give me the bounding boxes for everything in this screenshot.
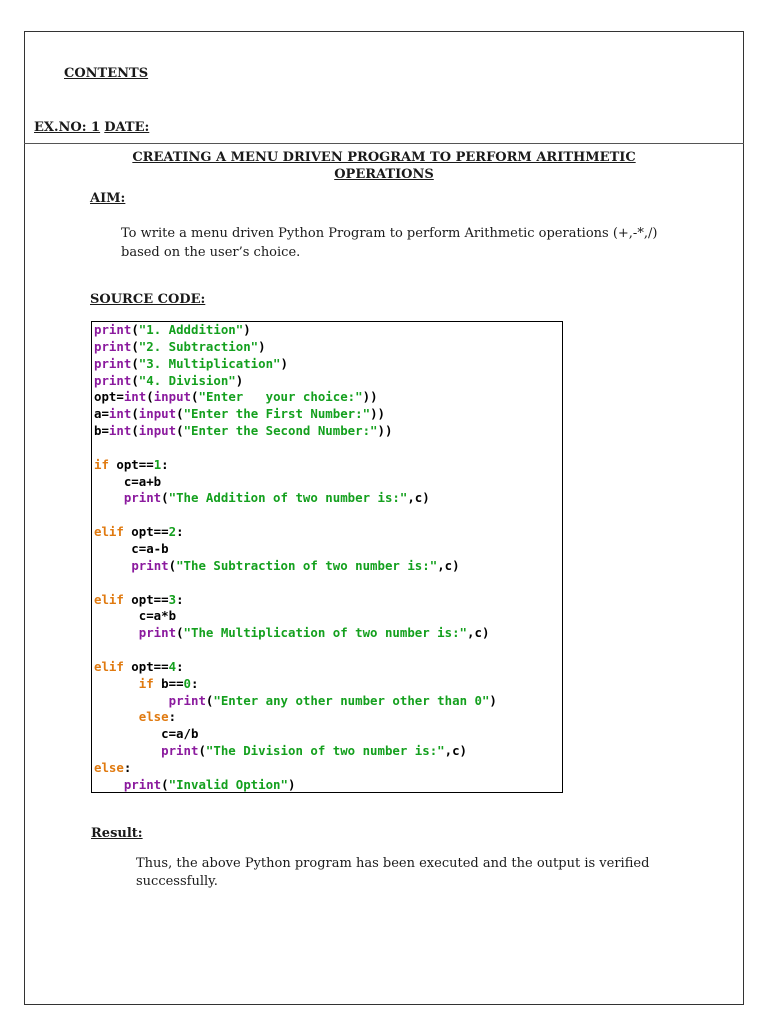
document-title — [100, 149, 668, 183]
exercise-number: EX.NO: 1 — [34, 120, 101, 135]
result-line-1: Thus, the above Python program has been executed and the output is verified — [136, 856, 650, 871]
code-line: print("The Multiplication of two number is:",c) — [138, 625, 490, 641]
code-box — [91, 321, 563, 793]
aim-line-1: To write a menu driven Python Program to perform Arithmetic operations (+,-*,/) — [121, 226, 658, 241]
contents-heading: CONTENTS — [64, 66, 149, 81]
code-line: c=a+b — [94, 473, 162, 489]
code-line: elif opt==2: — [94, 524, 184, 540]
code-line: elif opt==3: — [94, 591, 184, 607]
aim-heading: AIM: — [90, 191, 126, 206]
code-line: print("The Subtraction of two number is:",c) — [131, 557, 460, 573]
code-line: a=int(input("Enter the First Number:")) — [94, 406, 385, 422]
code-line: print("Enter any other number other than 0") — [168, 692, 497, 708]
code-line: print("The Division of two number is:",c) — [161, 743, 468, 759]
code-line: print("Invalid Option") — [123, 776, 296, 792]
result-text — [136, 855, 696, 891]
code-line: if opt==1: — [94, 456, 169, 472]
code-line: elif opt==4: — [94, 658, 184, 674]
code-line: c=a-b — [94, 540, 169, 556]
code-line: b=int(input("Enter the Second Number:")) — [94, 423, 393, 439]
code-line: c=a*b — [94, 608, 177, 624]
title-line-2: OPERATIONS — [334, 167, 434, 182]
code-line: if b==0: — [138, 675, 199, 691]
code-line: print("1. Adddition") — [94, 322, 251, 337]
aim-text — [121, 224, 701, 262]
code-line: else: — [94, 759, 132, 775]
code-line: print("3. Multiplication") — [94, 355, 288, 371]
exercise-header — [34, 120, 149, 135]
header-divider — [24, 143, 744, 144]
title-line-1: CREATING A MENU DRIVEN PROGRAM TO PERFORM ARITHMETIC — [132, 150, 636, 165]
exercise-date: DATE: — [104, 120, 150, 135]
code-line: opt=int(input("Enter your choice:")) — [94, 389, 378, 405]
code-line: print("2. Subtraction") — [94, 338, 266, 354]
result-heading: Result: — [91, 826, 143, 841]
code-line: print("4. Division") — [94, 372, 244, 388]
source-code-heading: SOURCE CODE: — [90, 292, 206, 307]
code-line: c=a/b — [94, 726, 199, 742]
code-line: print("The Addition of two number is:",c) — [123, 490, 430, 506]
result-line-2: successfully. — [136, 874, 218, 889]
aim-line-2: based on the user’s choice. — [121, 245, 301, 260]
code-listing — [94, 322, 497, 794]
code-line: else: — [138, 709, 177, 725]
